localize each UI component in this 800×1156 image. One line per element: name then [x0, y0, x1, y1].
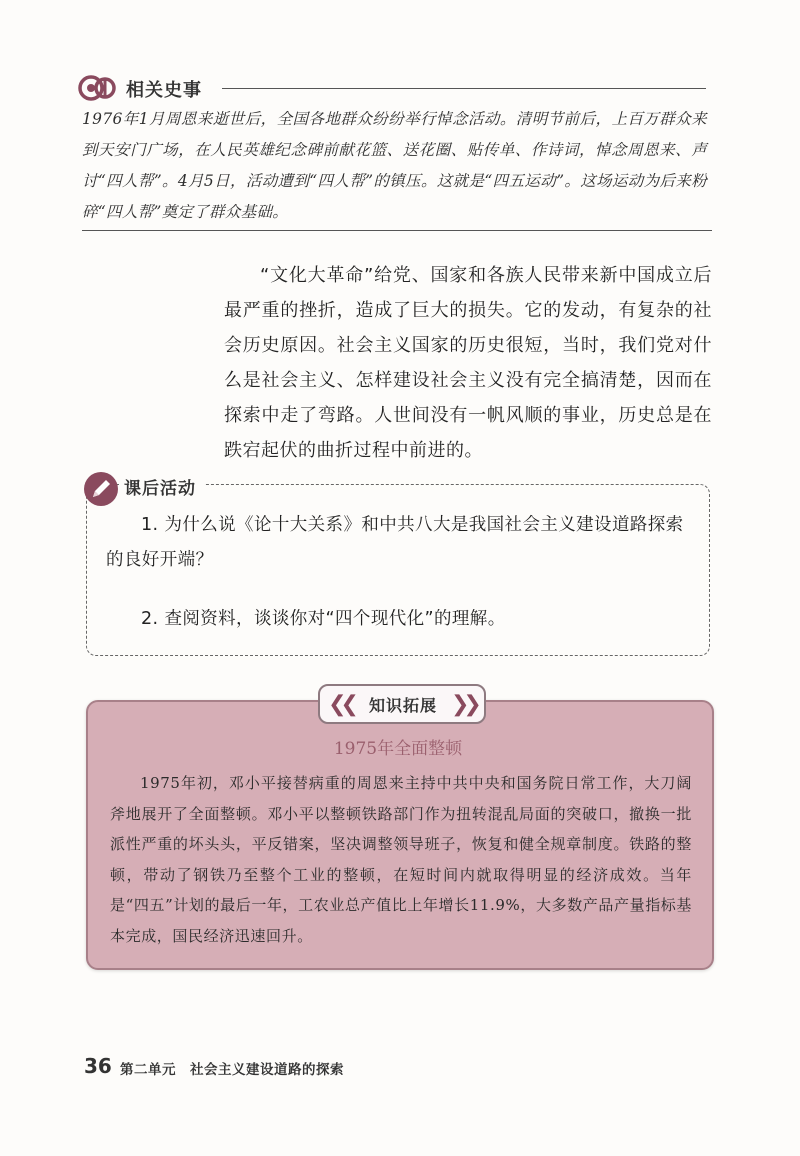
related-history-title: 相关史事	[126, 80, 202, 101]
activity-question: 2. 查阅资料，谈谈你对“四个现代化”的理解。	[141, 609, 506, 629]
pencil-icon	[82, 470, 120, 508]
knowledge-tab	[318, 684, 486, 724]
footer-unit-title: 第二单元 社会主义建设道路的探索	[120, 1062, 344, 1078]
scroll-icon	[78, 70, 118, 106]
activity-question: 1. 为什么说《论十大关系》和中共八大是我国社会主义建设道路探索的良好开端？	[106, 515, 684, 570]
knowledge-text: 1975年初，邓小平接替病重的周恩来主持中共中央和国务院日常工作，大刀阔斧地展开了全面整顿。邓小平以整顿铁路部门作为扭转混乱局面的突破口，撤换一批派性严重的坏头头，平反错案，坚决调整领导班子，恢复和健全规章制度。铁路的整顿，带动了钢铁乃至整个工业的整顿，在短时间内就取得明显的经济成效。当年是“四五”计划的最后一年，工农业总产值比上年增长11.9%，大多数产品产量指标基本完成，国民经济迅速回升。	[110, 774, 692, 945]
activity-title: 课后活动	[124, 479, 196, 499]
page-number: 36	[84, 1054, 112, 1078]
section-divider-bottom	[82, 230, 712, 231]
related-history-text: 1976年1月周恩来逝世后，全国各地群众纷纷举行悼念活动。清明节前后，上百万群众来到天安门广场，在人民英雄纪念碑前献花篮、送花圈、贴传单、作诗词，悼念周恩来、声讨“四人帮”。4月5日，活动遭到“四人帮”的镇压。这就是“四五运动”。这场运动为后来粉碎“四人帮”奠定了群众基础。	[82, 110, 707, 221]
main-paragraph: “文化大革命”给党、国家和各族人民带来新中国成立后最严重的挫折，造成了巨大的损失。它的发动，有复杂的社会历史原因。社会主义国家的历史很短，当时，我们党对什么是社会主义、怎样建设社会主义没有完全搞清楚，因而在探索中走了弯路。人世间没有一帆风顺的事业，历史总是在跌宕起伏的曲折过程中前进的。	[224, 265, 712, 461]
chevron-right-icon: ❯❯	[451, 691, 476, 717]
chevron-left-icon: ❮❮	[328, 691, 353, 717]
activity-header	[120, 474, 204, 499]
knowledge-heading: 1975年全面整顿	[333, 739, 463, 759]
knowledge-tab-label: 知识拓展	[368, 695, 437, 715]
section-divider	[222, 88, 706, 89]
